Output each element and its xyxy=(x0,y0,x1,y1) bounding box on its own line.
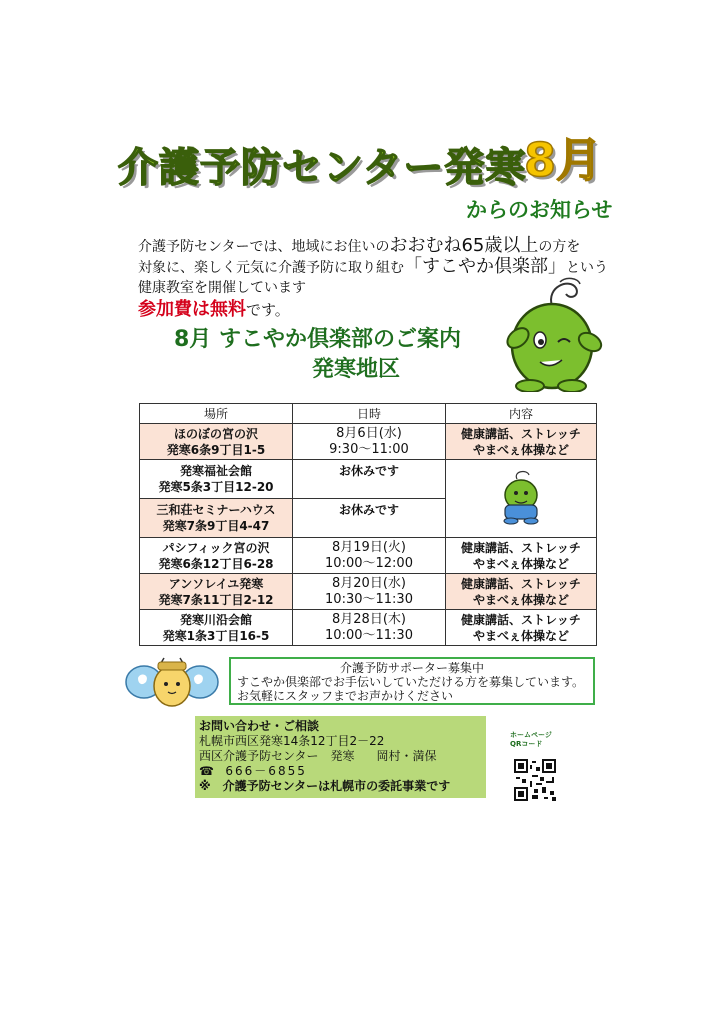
contact-box xyxy=(195,716,486,798)
page-subtitle: からのお知らせ xyxy=(466,198,613,222)
content-cell: 健康講話、ストレッチ やまべぇ体操など xyxy=(446,610,597,646)
contact-phone: 666－6855 xyxy=(225,764,307,778)
datetime-cell: 8月28日(木) 10:00～11:30 xyxy=(293,610,446,646)
contact-address: 札幌市西区発寒14条12丁目2－22 xyxy=(199,734,385,748)
location-cell: 発寒福祉会館 発寒5条3丁目12-20 xyxy=(140,460,293,499)
intro-line2-b: 「すこやか倶楽部」 xyxy=(404,256,566,277)
page-title: 介護予防センター発寒 xyxy=(118,145,527,191)
header-datetime: 日時 xyxy=(293,404,446,424)
schedule-table xyxy=(139,403,597,646)
contact-heading: お問い合わせ・ご相談 xyxy=(199,719,320,733)
guide-heading: 8月 すこやか倶楽部のご案内 xyxy=(174,327,461,352)
content-cell-mascot xyxy=(446,460,597,538)
supporter-line1: すこやか倶楽部でお手伝いしていただける方を募集しています。 xyxy=(237,675,585,689)
table-row xyxy=(140,460,597,499)
mascot-small-icon xyxy=(491,469,551,525)
intro-line2-a: 対象に、楽しく元気に介護予防に取り組む xyxy=(138,260,404,276)
datetime-cell: お休みです xyxy=(293,499,446,538)
bee-mascot-illustration xyxy=(124,652,220,712)
content-cell: 健康講話、ストレッチ やまべぇ体操など xyxy=(446,574,597,610)
content-cell: 健康講話、ストレッチ やまべぇ体操など xyxy=(446,424,597,460)
qr-label xyxy=(510,731,552,749)
intro-line3: 健康教室を開催しています xyxy=(138,280,306,296)
datetime-cell: お休みです xyxy=(293,460,446,499)
location-cell: アンソレイユ発寒 発寒7条11丁目2-12 xyxy=(140,574,293,610)
table-row xyxy=(140,574,597,610)
qr-code-icon[interactable] xyxy=(512,757,558,803)
table-row xyxy=(140,538,597,574)
contact-org: 西区介護予防センター 発寒 xyxy=(199,749,355,763)
mascot-illustration xyxy=(500,276,610,392)
qr-label-line2: QRコード xyxy=(510,740,543,748)
header-content: 内容 xyxy=(446,404,597,424)
header-location: 場所 xyxy=(140,404,293,424)
content-cell: 健康講話、ストレッチ やまべぇ体操など xyxy=(446,538,597,574)
location-cell: ほのぼの宮の沢 発寒6条9丁目1-5 xyxy=(140,424,293,460)
location-cell: パシフィック宮の沢 発寒6条12丁目6-28 xyxy=(140,538,293,574)
contact-note: ※ 介護予防センターは札幌市の委託事業です xyxy=(199,779,451,793)
location-cell: 三和荘セミナーハウス 発寒7条9丁目4-47 xyxy=(140,499,293,538)
qr-label-line1: ホームページ xyxy=(510,731,552,739)
supporter-heading: 介護予防サポーター募集中 xyxy=(339,661,484,675)
intro-line1-a: 介護予防センターでは、地域にお住いの xyxy=(138,239,390,255)
free-notice-suffix: です。 xyxy=(246,301,290,319)
supporter-recruit-box xyxy=(229,657,595,705)
intro-line1-b: おおむね65歳以上 xyxy=(389,235,539,256)
table-row xyxy=(140,424,597,460)
datetime-cell: 8月19日(火) 10:00～12:00 xyxy=(293,538,446,574)
location-cell: 発寒川沿会館 発寒1条3丁目16-5 xyxy=(140,610,293,646)
datetime-cell: 8月6日(水) 9:30～11:00 xyxy=(293,424,446,460)
intro-line1-c: の方を xyxy=(538,239,581,255)
datetime-cell: 8月20日(水) 10:30～11:30 xyxy=(293,574,446,610)
table-header-row xyxy=(140,404,597,424)
month-label: 8月 xyxy=(524,133,603,187)
free-notice-emphasis: 参加費は無料 xyxy=(138,299,246,320)
table-row xyxy=(140,610,597,646)
contact-staff: 岡村・満保 xyxy=(376,749,437,763)
free-notice xyxy=(138,295,290,321)
guide-area: 発寒地区 xyxy=(312,357,401,382)
intro-line2-c: という xyxy=(566,260,608,276)
phone-icon: ☎ xyxy=(199,764,214,778)
supporter-line2: お気軽にスタッフまでお声かけください xyxy=(237,689,454,703)
